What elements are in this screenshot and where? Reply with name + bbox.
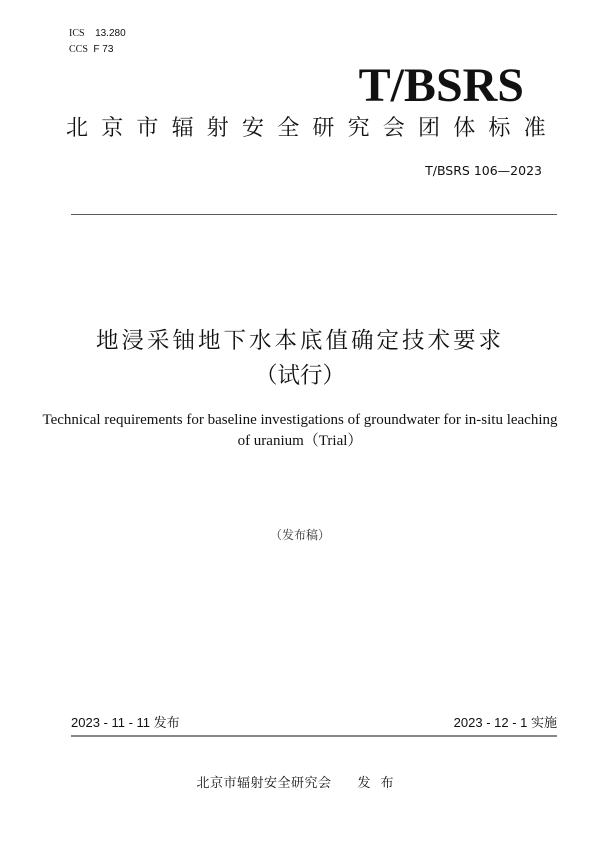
org-standard-title: 北京市辐射安全研究会团体标准: [66, 116, 559, 141]
ccs-label: CCS: [69, 44, 88, 55]
document-title-trial-suffix: （试行）: [254, 363, 345, 389]
publish-date: 2023 - 11 - 11 发布: [71, 715, 180, 730]
ics-value: 13.280: [95, 28, 126, 39]
publish-action: 发布: [357, 776, 404, 791]
ccs-value: F 73: [93, 44, 114, 55]
document-title-en-line2: of uranium（Trial）: [237, 433, 363, 449]
ccs-code: [69, 44, 113, 56]
header-divider: [71, 214, 557, 215]
publisher-name: 北京市辐射安全研究会: [196, 776, 332, 791]
effective-date: 2023 - 12 - 1 实施: [453, 715, 557, 730]
standard-number: T/BSRS 106—2023: [425, 163, 542, 178]
publisher-line: [0, 775, 600, 793]
document-title-cn: 地浸采铀地下水本底值确定技术要求: [95, 328, 504, 354]
document-title-en-line1: Technical requirements for baseline investigations of groundwater for in-situ leaching: [42, 412, 558, 428]
standard-brand-logo: T/BSRS: [358, 59, 524, 112]
ics-label: ICS: [69, 28, 85, 39]
footer-divider: [71, 735, 557, 737]
draft-status-label: （发布稿）: [269, 528, 330, 542]
ics-code: [69, 28, 126, 40]
